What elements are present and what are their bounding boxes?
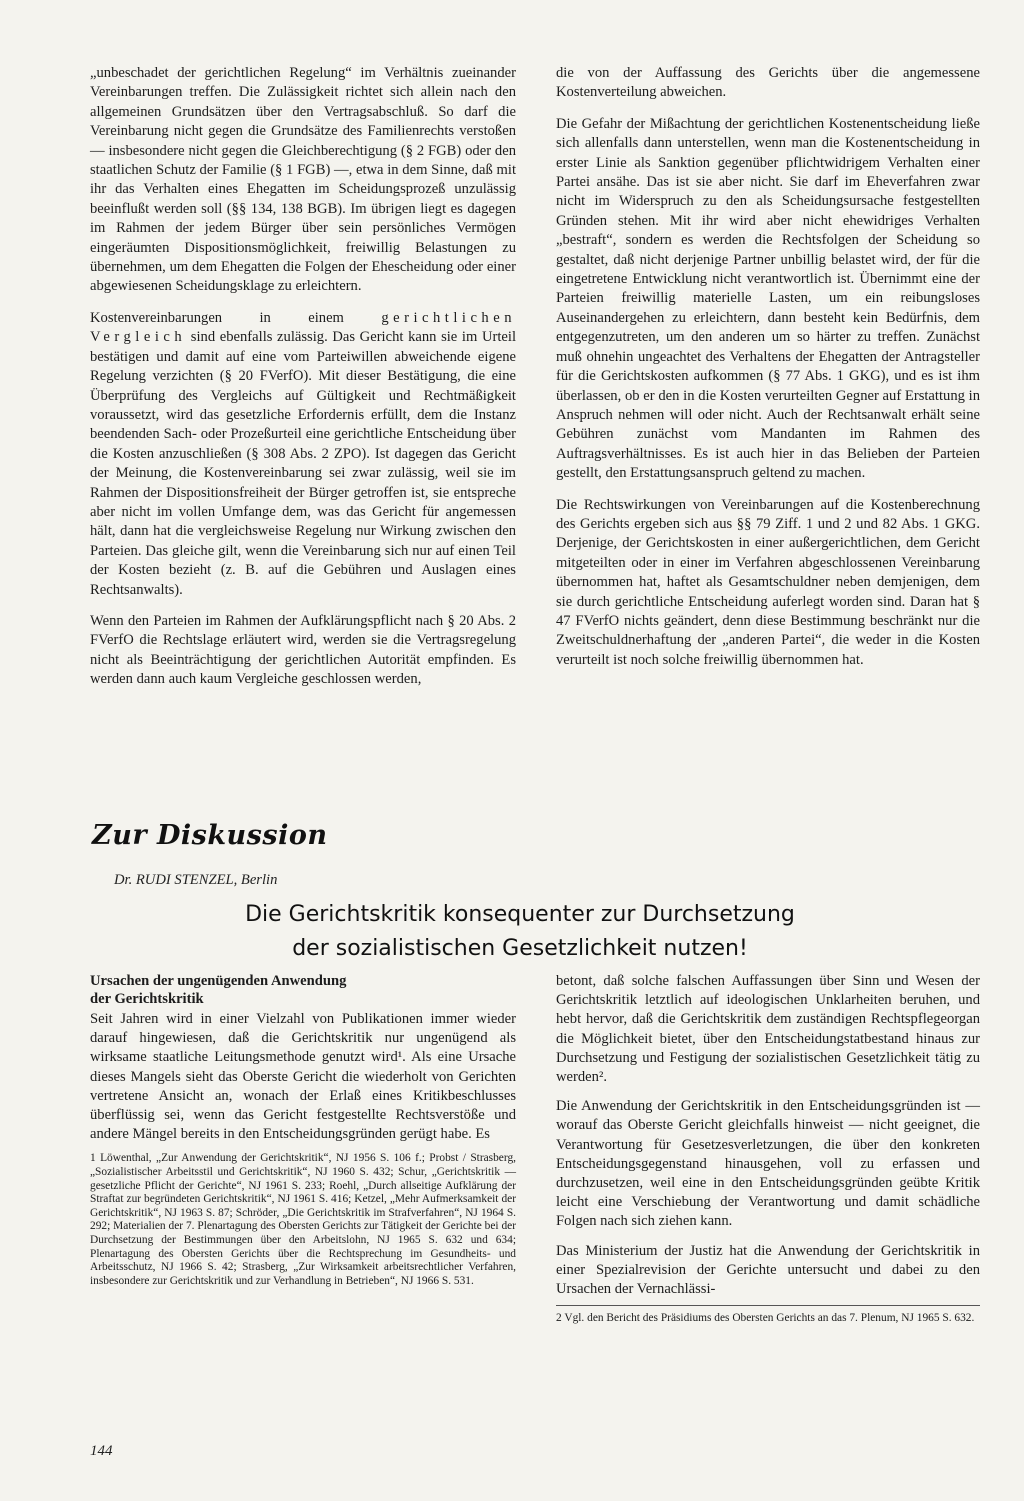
subheading-line: Ursachen der ungenügenden Anwendung	[90, 973, 347, 989]
paragraph: Das Ministerium der Justiz hat die Anwendung der Gerichtskritik in einer Spezialrevision der Gerichte untersucht und dabei zu den Ursachen der Vernachlässi-	[556, 1242, 980, 1298]
lower-left-column	[90, 972, 516, 1288]
footnote: 2 Vgl. den Bericht des Präsidiums des Obersten Gerichts an das 7. Plenum, NJ 1965 S. 632.	[556, 1312, 975, 1325]
paragraph: „unbeschadet der gerichtlichen Regelung“ im Verhältnis zueinander Vereinbarungen treffen. Die Zulässigkeit richtet sich allein nach den allgemeinen Grundsätzen über den Vertragsabschluß. So darf die Vereinbarung nicht gegen die Grundsätze des Familienrechts verstoßen — insbesondere nicht gegen die Gleichberechtigung (§ 2 FGB) oder den staatlichen Schutz der Familie (§ 1 FGB) —, etwa in dem Sinne, daß mit ihr das Verhalten eines Ehegatten im Scheidungsprozeß unzulässig beeinflußt werden soll (§§ 134, 138 BGB). Im übrigen liegt es dagegen im Rahmen der jedem Bürger über sein persönliches Vermögen eingeräumten Dispositionsmöglichkeit, freiwillig Belastungen zu übernehmen, um dem Ehegatten die Folgen der Ehescheidung oder einer abgewiesenen Scheidungsklage zu erleichtern.	[90, 65, 516, 295]
page-number: 144	[90, 1443, 113, 1459]
article-title	[150, 898, 890, 966]
lower-right-column	[556, 972, 980, 1326]
paragraph-start: Kostenvereinbarungen in einem	[90, 309, 344, 326]
upper-left-column	[90, 64, 516, 690]
paragraph: die von der Auffassung des Gerichts über die angemessene Kostenverteilung abweichen.	[556, 65, 980, 101]
article-title-line: Die Gerichtskritik konsequenter zur Durchsetzung	[245, 902, 795, 927]
article-title-line: der sozialistischen Gesetzlichkeit nutzen!	[292, 936, 748, 961]
spaced-emphasis: gerichtlichen Vergleich	[90, 309, 516, 346]
paragraph: Die Rechtswirkungen von Vereinbarungen auf die Kostenberechnung des Gerichts ergeben sich aus §§ 79 Ziff. 1 und 2 und 82 Abs. 1 GKG. Derjenige, der Gerichtskosten in einer außergerichtlichen, dem Gericht mitgeteilten oder in einer im Verfahren abgeschlossenen Vereinbarung übernommen hat, haftet als Gesamtschuldner neben demjenigen, dem sie durch gerichtliche Entscheidung auferlegt worden sind. Daran hat § 47 FVerfO nichts geändert, denn diese Bestimmung beschränkt nur die Zweitschuldnerhaftung der „anderen Partei“, die weder in die Kosten verurteilt ist noch solche freiwillig übernommen hat.	[556, 496, 980, 668]
paragraph: Seit Jahren wird in einer Vielzahl von Publikationen immer wieder darauf hingewiesen, daß die Gerichtskritik nur ungenügend als wirksame staatliche Leitungsmethode genutzt wird¹. Als eine Ursache dieses Mangels sieht das Oberste Gericht die wiederholt von Gerichten vertretene Ansicht an, wonach der Erlaß eines Kritikbeschlusses überflüssig sei, wenn das Gericht festgestellte Rechtsverstöße und andere Mängel bereits in den Entscheidungsgründen gerügt habe. Es	[90, 1011, 516, 1143]
upper-right-column	[556, 64, 980, 670]
section-heading: Zur Diskussion	[92, 820, 328, 851]
footnote-rule	[556, 1305, 980, 1306]
paragraph: Die Gefahr der Mißachtung der gerichtlichen Kostenentscheidung ließe sich allenfalls dann unterstellen, wenn man die Kostenentscheidung in erster Linie als Sanktion gegenüber pflichtwidrigem Verhalten einer Partei ansähe. Das ist sie aber nicht. Sie darf im Eheverfahren zwar nicht im Widerspruch zu den als Scheidungsursache festgestellten Gründen stehen. Mit ihr wird aber nicht ehewidriges Verhalten „bestraft“, sondern es werden die Rechtsfolgen der Scheidung so gestaltet, daß nicht derjenige Partner unbillig belastet wird, der für die eingetretene Entwicklung nicht verantwortlich ist. Übernimmt eine der Parteien freiwillig materielle Lasten, um ein reibungsloses Auseinandergehen zu erleichtern, dann besteht kein Bedürfnis, dem entgegenzutreten, um den anderen um so härter zu treffen. Zunächst muß ohnehin ungeachtet des Verhaltens der Ehegatten der Antragsteller für die Gerichtskosten aufkommen (§ 77 Abs. 1 GKG), und es ist ihm überlassen, ob er den in die Kosten verurteilten Gegner auf Erstattung in Anspruch nehmen will oder nicht. Auch der Rechtsanwalt erhält seine Gebühren zunächst vom Mandanten im Rahmen des Auftragsverhältnisses. Es ist auch hier in das Belieben der Parteien gestellt, den Erstattungsanspruch geltend zu machen.	[556, 115, 980, 482]
author-byline: Dr. RUDI STENZEL, Berlin	[114, 872, 278, 888]
footnote: 1 Löwenthal, „Zur Anwendung der Gerichtskritik“, NJ 1956 S. 106 f.; Probst / Strasberg, „Sozialistischer Arbeitsstil und Gerichtskritik“, NJ 1960 S. 432; Schur, „Gerichtskritik — gesetzliche Pflicht der Gerichte“, NJ 1961 S. 233; Roehl, „Durch allseitige Aufklärung der Straftat zur begründeten Gerichtskritik“, NJ 1961 S. 416; Ketzel, „Mehr Aufmerksamkeit der Gerichtskritik“, NJ 1963 S. 87; Schröder, „Die Gerichtskritik im Strafverfahren“, NJ 1964 S. 292; Materialien der 7. Plenartagung des Obersten Gerichts zur Tätigkeit der Gerichte bei der Durchsetzung der Bestimmungen über den Arbeitslohn, NJ 1965 S. 632 und 634; Plenartagung des Obersten Gerichts über die Rechtsprechung im Gesundheits- und Arbeitsschutz, NJ 1966 S. 42; Strasberg, „Zur Wirksamkeit arbeitsrechtlicher Verfahren, insbesondere zur Gerichtskritik und zur Verhandlung in Betrieben“, NJ 1966 S. 531.	[90, 1152, 516, 1287]
paragraph: Die Anwendung der Gerichtskritik in den Entscheidungsgründen ist — worauf das Oberste Gericht gleichfalls hinweist — nicht geeignet, die Verantwortung für Gesetzesverletzungen, die über den konkreten Entscheidungsgegenstand hinausgehen, voll zu erfassen und durchzusetzen, weil eine in den Entscheidungsgründen geübte Kritik leicht eine Verschiebung der Verantwortung und damit schädliche Folgen nach sich ziehen kann.	[556, 1098, 980, 1230]
paragraph	[90, 309, 516, 600]
subheading	[90, 972, 516, 1008]
paragraph: Wenn den Parteien im Rahmen der Aufklärungspflicht nach § 20 Abs. 2 FVerfO die Rechtslage erläutert wird, werden sie die Vertragsregelung nicht als Beeinträchtigung der gerichtlichen Autorität empfinden. Es werden dann auch kaum Vergleiche geschlossen werden,	[90, 612, 516, 688]
paragraph-rest: sind ebenfalls zulässig. Das Gericht kann sie im Urteil bestätigen und damit auf eine vom Parteiwillen abweichende eigene Regelung verzichten (§ 20 FVerfO). Mit dieser Bestätigung, die eine Überprüfung des Vergleichs auf Gültigkeit und Rechtmäßigkeit voraussetzt, wird das gesetzliche Erfordernis erfüllt, dem die Instanz beendenden Sach- oder Prozeßurteil eine gerichtliche Entscheidung über die Kosten anzuschließen (§ 308 Abs. 2 ZPO). Ist dagegen das Gericht der Meinung, die Kostenvereinbarung sei zwar zulässig, weil sie im Rahmen der Dispositionsfreiheit der Bürger getroffen ist, sie entspreche aber nicht im vollen Umfange dem, was das Gericht für angemessen hält, dann hat die vergleichsweise Regelung nur Wirkung zwischen den Parteien. Das gleiche gilt, wenn die Vereinbarung sich nur auf einen Teil der Kosten bezieht (z. B. auf die Gebühren und Auslagen eines Rechtsanwalts).	[90, 329, 516, 598]
subheading-line: der Gerichtskritik	[90, 991, 204, 1007]
paragraph: betont, daß solche falschen Auffassungen über Sinn und Wesen der Gerichtskritik letztlich auf ideologischen Unklarheiten beruhen, und hebt hervor, daß die Gerichtskritik dem zuständigen Rechtspflegeorgan die Möglichkeit bietet, über den Entscheidungstatbestand hinaus zur Durchsetzung und Festigung der sozialistischen Gesetzlichkeit tätig zu werden².	[556, 973, 980, 1086]
